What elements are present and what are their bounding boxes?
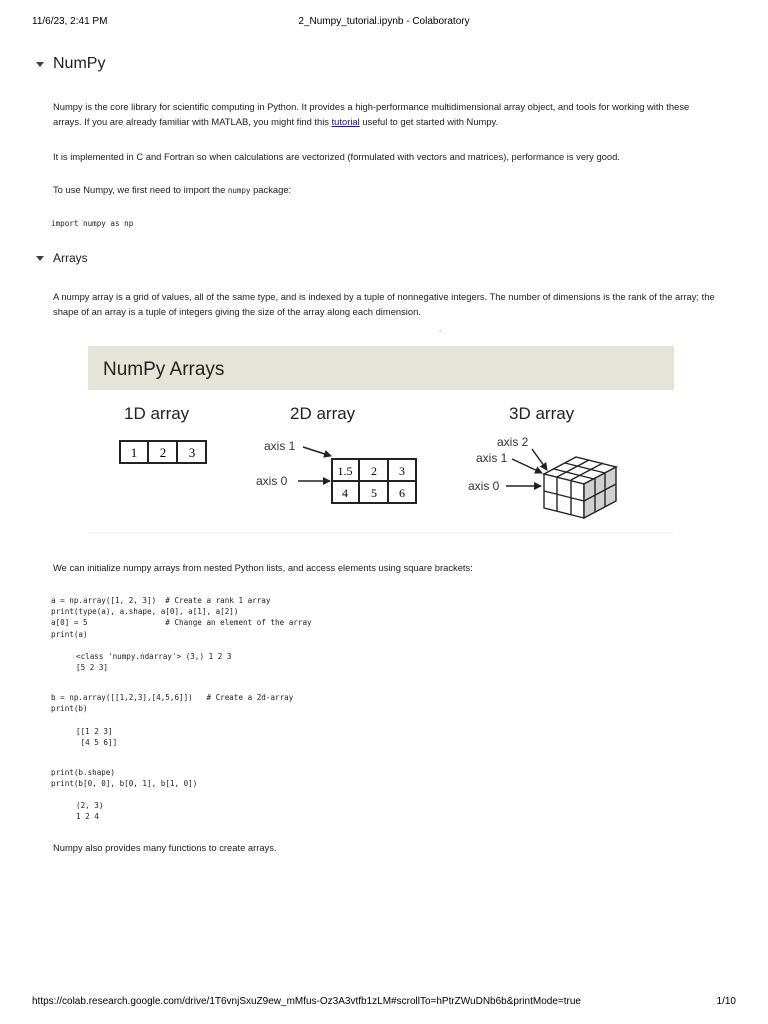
print-header bbox=[0, 16, 768, 30]
array-3d-cube bbox=[544, 457, 616, 518]
cell-1d: 2 bbox=[159, 445, 167, 460]
intro-paragraph bbox=[53, 99, 718, 129]
collapse-caret-icon[interactable] bbox=[36, 256, 44, 261]
cell-1d: 1 bbox=[130, 445, 138, 460]
implementation-paragraph: It is implemented in C and Fortran so when calculations are vectorized (formulated with vectors and matrices), performance is very good. bbox=[53, 151, 620, 162]
axis-2-label-3d: axis 2 bbox=[497, 435, 529, 449]
axis-1-arrow-2d bbox=[303, 447, 331, 456]
import-paragraph bbox=[53, 182, 718, 198]
code-cell-2[interactable]: b = np.array([[1,2,3],[4,5,6]]) # Create a 2d-array print(b) bbox=[51, 693, 294, 714]
init-paragraph: We can initialize numpy arrays from nested Python lists, and access elements using square brackets: bbox=[53, 562, 473, 573]
cell-2d: 1.5 bbox=[337, 464, 353, 478]
output-cell-1: <class 'numpy.ndarray'> (3,) 1 2 3 [5 2 3] bbox=[76, 652, 232, 673]
section-arrays-header[interactable] bbox=[36, 251, 88, 265]
intro-text-2: useful to get started with Numpy. bbox=[359, 116, 499, 127]
numpy-inline-code: numpy bbox=[227, 186, 251, 195]
axis-2-arrow-3d bbox=[532, 449, 547, 470]
label-2d-array: 2D array bbox=[290, 404, 356, 423]
axis-0-label-3d: axis 0 bbox=[468, 479, 500, 493]
collapse-caret-icon[interactable] bbox=[36, 62, 44, 67]
print-date: 11/6/23, 2:41 PM bbox=[32, 16, 108, 27]
separator-dot: . bbox=[439, 325, 442, 334]
tutorial-link[interactable]: tutorial bbox=[331, 116, 360, 127]
output-cell-2: [[1 2 3] [4 5 6]] bbox=[76, 727, 118, 748]
print-page-number: 1/10 bbox=[716, 996, 736, 1007]
numpy-arrays-diagram bbox=[88, 346, 674, 534]
print-footer bbox=[0, 996, 768, 1010]
intro-text-1: Numpy is the core library for scientific computing in Python. It provides a high-performance multidimensional array object, and tools for working with these arrays. If you are already familiar with MATLAB, you might find this bbox=[53, 101, 690, 127]
functions-paragraph: Numpy also provides many functions to create arrays. bbox=[53, 842, 277, 853]
figure-banner-title: NumPy Arrays bbox=[103, 359, 225, 380]
print-url: https://colab.research.google.com/drive/1T6vnjSxuZ9ew_mMfus-Oz3A3vtfb1zLM#scrollTo=hPtrZWuDNb6b&printMode=true bbox=[32, 996, 581, 1007]
cell-2d: 4 bbox=[342, 486, 348, 500]
section-title-numpy: NumPy bbox=[53, 55, 106, 72]
cell-2d: 6 bbox=[399, 486, 405, 500]
cell-2d: 5 bbox=[371, 486, 377, 500]
axis-1-label-2d: axis 1 bbox=[264, 439, 296, 453]
cell-1d: 3 bbox=[188, 445, 196, 460]
cell-2d: 3 bbox=[399, 464, 405, 478]
import-text-2: package: bbox=[250, 184, 292, 195]
label-3d-array: 3D array bbox=[509, 404, 575, 423]
axis-1-label-3d: axis 1 bbox=[476, 451, 508, 465]
axis-1-arrow-3d bbox=[512, 459, 542, 473]
numpy-arrays-figure bbox=[88, 346, 674, 534]
section-numpy-header[interactable] bbox=[36, 55, 105, 73]
array-1d bbox=[120, 441, 206, 463]
print-title: 2_Numpy_tutorial.ipynb - Colaboratory bbox=[298, 16, 470, 27]
axis-0-label-2d: axis 0 bbox=[256, 474, 288, 488]
output-cell-3: (2, 3) 1 2 4 bbox=[76, 801, 104, 822]
section-title-arrays: Arrays bbox=[53, 251, 88, 265]
array-2d bbox=[332, 459, 416, 503]
cell-2d: 2 bbox=[371, 464, 377, 478]
import-text-1: To use Numpy, we first need to import the bbox=[53, 184, 228, 195]
arrays-paragraph: A numpy array is a grid of values, all of the same type, and is indexed by a tuple of nonnegative integers. The number of dimensions is the rank of the array; the shape of an array is a tuple of integers giving the size of the array along each dimension. bbox=[53, 291, 715, 317]
code-cell-import[interactable]: import numpy as np bbox=[51, 219, 134, 228]
label-1d-array: 1D array bbox=[124, 404, 190, 423]
code-cell-3[interactable]: print(b.shape) print(b[0, 0], b[0, 1], b[1, 0]) bbox=[51, 768, 198, 789]
code-cell-1[interactable]: a = np.array([1, 2, 3]) # Create a rank 1 array print(type(a), a.shape, a[0], a[1], a[2]) a[0] = 5 # Change an element of the array print(a) bbox=[51, 596, 312, 639]
